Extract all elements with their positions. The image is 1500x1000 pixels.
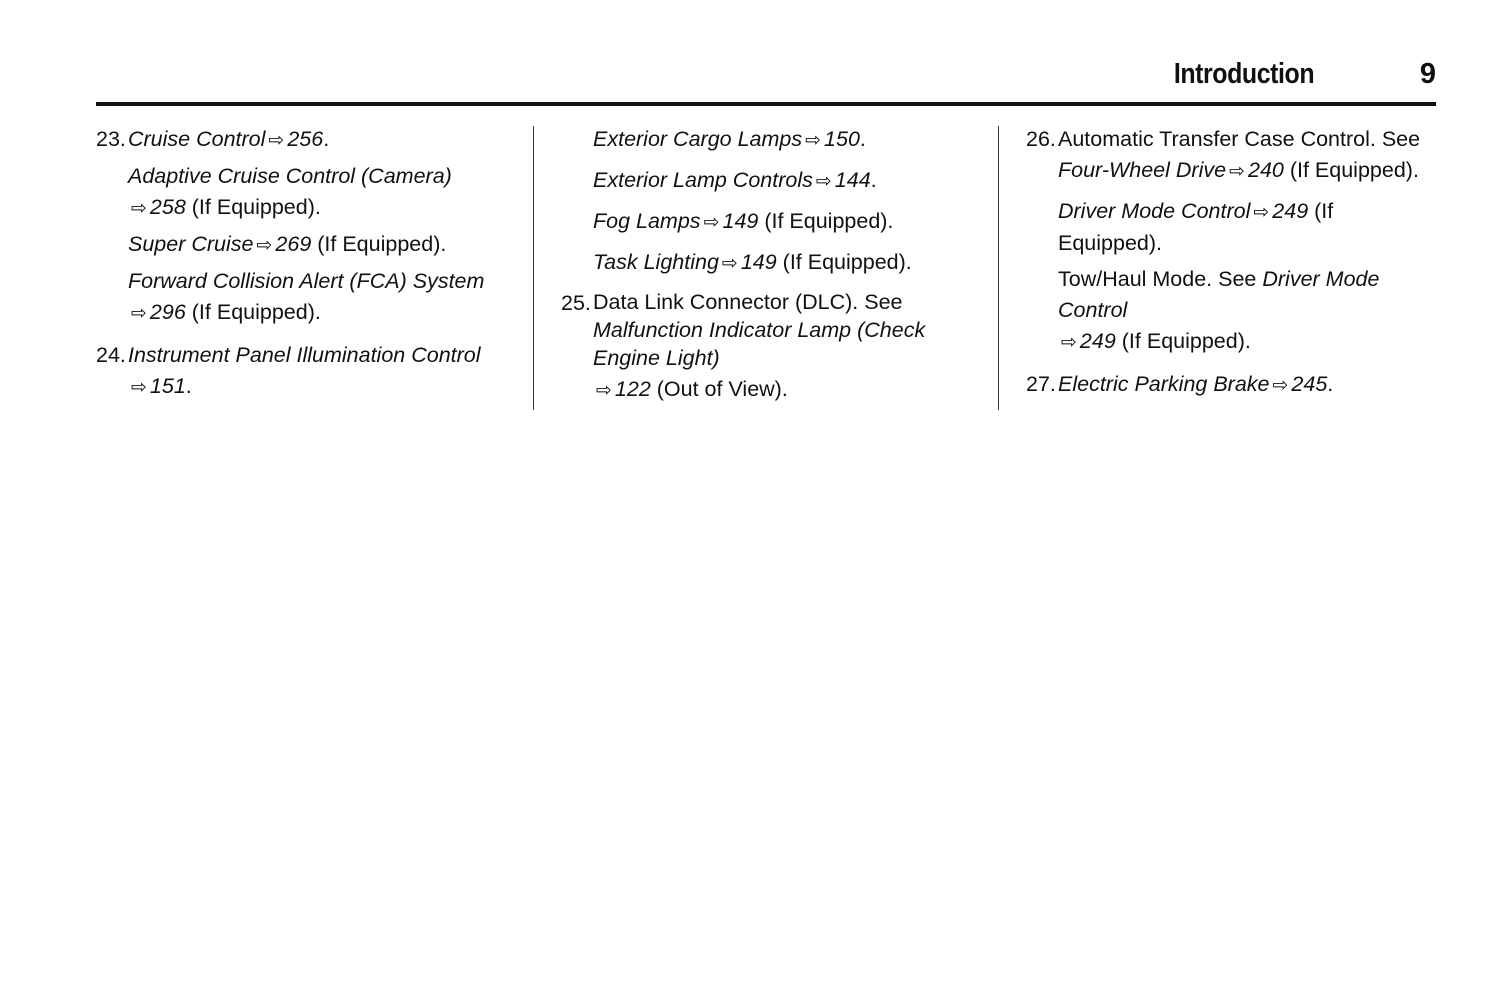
column-2	[561, 124, 981, 408]
page-ref[interactable]: 149	[722, 209, 759, 233]
list-item-24	[96, 340, 516, 408]
arrow-icon: ⇨	[131, 377, 147, 398]
arrow-icon: ⇨	[1229, 161, 1245, 182]
column-1	[96, 124, 516, 408]
entry-fog-lamps	[593, 206, 981, 238]
cross-reference[interactable]: Super Cruise	[128, 232, 254, 256]
entry-cruise-control	[128, 124, 516, 156]
column-divider	[998, 126, 999, 410]
page-ref[interactable]: 269	[275, 232, 312, 256]
column-3	[1026, 124, 1440, 406]
cross-reference[interactable]: Malfunction Indicator Lamp (Check Engine Light)	[593, 318, 926, 370]
item-number: 27.	[1026, 372, 1056, 396]
arrow-icon: ⇨	[1253, 202, 1270, 223]
cross-reference[interactable]: Instrument Panel Illumination Control	[128, 343, 481, 367]
page-ref[interactable]: 256	[287, 127, 324, 151]
cross-reference[interactable]: Exterior Cargo Lamps	[593, 127, 803, 151]
entry-tail: .	[870, 168, 877, 192]
arrow-icon: ⇨	[805, 130, 822, 151]
item-number: 24.	[96, 343, 126, 367]
page-ref[interactable]: 122	[614, 377, 651, 401]
arrow-icon: ⇨	[131, 198, 147, 219]
entry-tail: (If Equipped).	[1283, 158, 1419, 182]
list-item-27	[1026, 369, 1440, 406]
entry-lead: Automatic Transfer Case Control. See	[1058, 127, 1421, 151]
arrow-icon: ⇨	[721, 253, 738, 274]
entry-exterior-cargo-lamps	[593, 124, 981, 156]
entry-driver-mode-control	[1058, 196, 1440, 259]
entry-tail: (If Equipped).	[185, 195, 321, 219]
page-ref[interactable]: 150	[824, 127, 860, 151]
entry-tail: (If Equipped).	[758, 209, 894, 233]
page-ref[interactable]: 151	[149, 374, 186, 398]
entry-tail: (If Equipped).	[1115, 329, 1251, 353]
cross-reference[interactable]: Electric Parking Brake	[1058, 372, 1270, 396]
entry-tail: .	[323, 127, 330, 151]
page-ref[interactable]: 258	[149, 195, 186, 219]
cross-reference[interactable]: Forward Collision Alert (FCA) System	[128, 269, 485, 293]
cross-reference[interactable]: Adaptive Cruise Control (Camera)	[128, 164, 452, 188]
arrow-icon: ⇨	[131, 303, 147, 324]
cross-reference[interactable]: Driver Mode Control	[1058, 199, 1251, 223]
entry-lead: Tow/Haul Mode. See	[1058, 267, 1263, 291]
page-ref[interactable]: 249	[1272, 199, 1309, 223]
entry-lead: Data Link Connector (DLC). See	[593, 290, 903, 314]
page-ref[interactable]: 149	[740, 250, 777, 274]
arrow-icon: ⇨	[1272, 375, 1289, 396]
entry-super-cruise	[128, 229, 516, 261]
page-ref[interactable]: 144	[834, 168, 871, 192]
entry-tail: (If Equipped).	[185, 300, 321, 324]
arrow-icon: ⇨	[815, 171, 832, 192]
entry-tail: (If Equipped).	[776, 250, 912, 274]
arrow-icon: ⇨	[268, 130, 285, 151]
page-section-title: Introduction	[1173, 58, 1314, 90]
cross-reference[interactable]: Four-Wheel Drive	[1058, 158, 1227, 182]
entry-tail: .	[859, 127, 866, 151]
cross-reference[interactable]: Cruise Control	[128, 127, 266, 151]
entry-tail: (If Equipped).	[1058, 199, 1334, 255]
item-number: 23.	[96, 127, 126, 151]
cross-reference[interactable]: Driver Mode Control	[1058, 267, 1380, 322]
page-ref[interactable]: 249	[1079, 329, 1116, 353]
page-ref[interactable]: 240	[1248, 158, 1284, 182]
entry-tow-haul-mode	[1058, 264, 1440, 358]
arrow-icon: ⇨	[596, 380, 612, 401]
item-number: 25.	[561, 291, 591, 315]
entry-tail: .	[1327, 372, 1334, 396]
list-item-26	[1026, 124, 1440, 363]
entry-forward-collision-alert	[128, 266, 516, 329]
header-rule	[96, 102, 1436, 106]
entry-task-lighting	[593, 247, 981, 279]
item-number: 26.	[1026, 127, 1056, 151]
entry-instrument-panel-illumination	[128, 340, 516, 403]
arrow-icon: ⇨	[703, 212, 720, 233]
entry-adaptive-cruise	[128, 161, 516, 224]
arrow-icon: ⇨	[256, 235, 273, 256]
entry-tail: .	[185, 374, 192, 398]
page-number: 9	[1419, 58, 1436, 90]
page-ref[interactable]: 296	[149, 300, 186, 324]
list-item-25	[561, 288, 981, 408]
page-ref[interactable]: 245	[1291, 372, 1328, 396]
entry-tail: (If Equipped).	[311, 232, 447, 256]
column-divider	[533, 126, 534, 410]
arrow-icon: ⇨	[1061, 332, 1077, 353]
entry-transfer-case	[1058, 124, 1440, 187]
entry-tail: (Out of View).	[650, 377, 788, 401]
cross-reference[interactable]: Fog Lamps	[593, 209, 701, 233]
cross-reference[interactable]: Exterior Lamp Controls	[593, 168, 813, 192]
list-item-23	[96, 124, 516, 334]
entry-exterior-lamp-controls	[593, 165, 981, 197]
entry-electric-parking-brake	[1058, 369, 1440, 401]
cross-reference[interactable]: Task Lighting	[593, 250, 719, 274]
